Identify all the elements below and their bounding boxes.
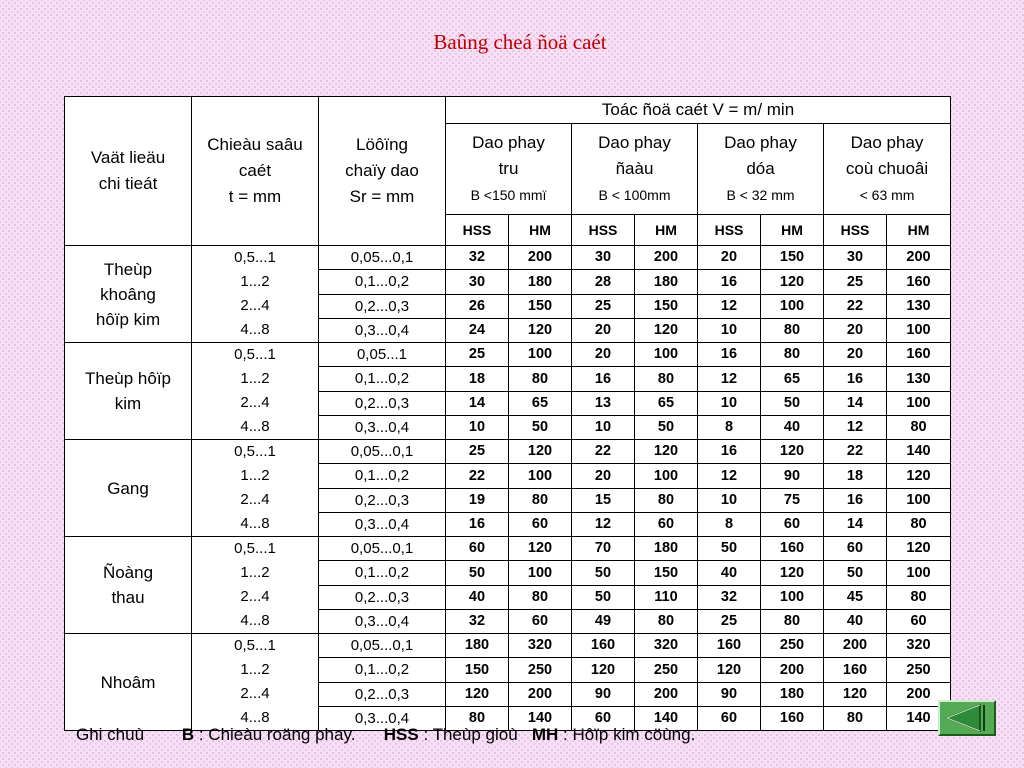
material-line: Theùp xyxy=(103,259,153,279)
subheader-cell: HSS xyxy=(572,215,635,246)
speed-value-cell: 22 xyxy=(446,464,509,488)
speed-value-cell: 180 xyxy=(635,270,698,294)
speed-value-cell: 12 xyxy=(698,294,761,318)
speed-value-cell: 60 xyxy=(509,512,572,536)
speed-value-cell: 14 xyxy=(446,391,509,415)
material-cell xyxy=(65,246,192,343)
subheader-cell: HSS xyxy=(446,215,509,246)
table-body xyxy=(65,97,951,731)
speed-value-cell: 90 xyxy=(698,682,761,706)
cutting-regime-table xyxy=(64,96,951,731)
speed-value-cell: 120 xyxy=(824,682,887,706)
speed-value-cell: 120 xyxy=(446,682,509,706)
speed-value-cell: 160 xyxy=(698,634,761,658)
speed-value-cell: 20 xyxy=(572,343,635,367)
header-feed-line: Sr = mm xyxy=(349,187,415,206)
depth-cell xyxy=(192,537,319,634)
depth-value: 4...8 xyxy=(240,709,270,726)
speed-value-cell: 60 xyxy=(572,706,635,730)
speed-value-cell: 60 xyxy=(698,706,761,730)
speed-value-cell: 12 xyxy=(572,512,635,536)
header-feed-line: Löôïng xyxy=(356,135,408,154)
speed-value-cell: 160 xyxy=(887,270,951,294)
speed-value-cell: 150 xyxy=(635,561,698,585)
header-depth-line: Chieàu saâu xyxy=(207,135,303,154)
feed-cell: 0,05...0,1 xyxy=(319,246,446,270)
speed-value-cell: 200 xyxy=(509,682,572,706)
feed-cell: 0,2...0,3 xyxy=(319,585,446,609)
header-feed xyxy=(319,97,446,246)
speed-value-cell: 22 xyxy=(572,440,635,464)
page-title: Baûng cheá ñoä caét xyxy=(433,30,607,54)
speed-value-cell: 140 xyxy=(509,706,572,730)
depth-value: 2...4 xyxy=(240,685,270,702)
depth-cell xyxy=(192,246,319,343)
speed-value-cell: 60 xyxy=(509,609,572,633)
speed-value-cell: 180 xyxy=(446,634,509,658)
depth-value: 0,5...1 xyxy=(234,443,276,460)
speed-value-cell: 16 xyxy=(698,440,761,464)
footnote xyxy=(76,725,695,745)
feed-cell: 0,2...0,3 xyxy=(319,391,446,415)
speed-value-cell: 18 xyxy=(446,367,509,391)
header-tool-face xyxy=(572,124,698,215)
speed-value-cell: 18 xyxy=(824,464,887,488)
speed-value-cell: 120 xyxy=(761,270,824,294)
speed-value-cell: 50 xyxy=(509,415,572,439)
speed-value-cell: 14 xyxy=(824,391,887,415)
subheader-cell: HSS xyxy=(824,215,887,246)
speed-value-cell: 90 xyxy=(761,464,824,488)
feed-cell: 0,05...0,1 xyxy=(319,440,446,464)
speed-value-cell: 80 xyxy=(761,609,824,633)
speed-value-cell: 150 xyxy=(509,294,572,318)
speed-value-cell: 200 xyxy=(635,682,698,706)
speed-value-cell: 16 xyxy=(572,367,635,391)
footnote-hss-text: : Theùp gioù xyxy=(418,725,518,744)
depth-value: 1...2 xyxy=(240,370,270,387)
feed-cell: 0,05...1 xyxy=(319,343,446,367)
subheader-cell: HSS xyxy=(698,215,761,246)
speed-value-cell: 200 xyxy=(509,246,572,270)
speed-value-cell: 20 xyxy=(698,246,761,270)
speed-value-cell: 80 xyxy=(635,488,698,512)
speed-value-cell: 65 xyxy=(509,391,572,415)
speed-value-cell: 80 xyxy=(887,512,951,536)
previous-slide-button[interactable] xyxy=(938,700,996,736)
speed-value-cell: 60 xyxy=(635,512,698,536)
speed-value-cell: 100 xyxy=(761,294,824,318)
depth-value: 2...4 xyxy=(240,588,270,605)
feed-cell: 0,1...0,2 xyxy=(319,367,446,391)
speed-value-cell: 25 xyxy=(698,609,761,633)
table-row xyxy=(65,634,951,658)
tool-line: coù chuoâi xyxy=(845,159,929,178)
speed-value-cell: 200 xyxy=(761,658,824,682)
depth-value: 2...4 xyxy=(240,491,270,508)
tool-note: < 63 mm xyxy=(859,187,915,203)
speed-value-cell: 16 xyxy=(698,270,761,294)
header-tool-cylindrical xyxy=(446,124,572,215)
material-cell xyxy=(65,343,192,440)
speed-value-cell: 10 xyxy=(698,318,761,342)
speed-value-cell: 160 xyxy=(572,634,635,658)
speed-value-cell: 20 xyxy=(824,343,887,367)
speed-value-cell: 150 xyxy=(761,246,824,270)
feed-cell: 0,1...0,2 xyxy=(319,464,446,488)
feed-cell: 0,1...0,2 xyxy=(319,270,446,294)
feed-cell: 0,05...0,1 xyxy=(319,634,446,658)
depth-value: 0,5...1 xyxy=(234,637,276,654)
tool-line: Dao phay xyxy=(598,133,671,152)
speed-value-cell: 100 xyxy=(887,561,951,585)
speed-value-cell: 22 xyxy=(824,440,887,464)
feed-cell: 0,2...0,3 xyxy=(319,682,446,706)
speed-value-cell: 120 xyxy=(635,318,698,342)
depth-value: 0,5...1 xyxy=(234,249,276,266)
speed-value-cell: 140 xyxy=(887,706,951,730)
feed-cell: 0,2...0,3 xyxy=(319,294,446,318)
speed-value-cell: 32 xyxy=(446,609,509,633)
speed-value-cell: 250 xyxy=(761,634,824,658)
material-line: hôïp kim xyxy=(95,309,161,329)
speed-value-cell: 10 xyxy=(698,391,761,415)
speed-value-cell: 12 xyxy=(698,464,761,488)
speed-value-cell: 30 xyxy=(572,246,635,270)
table-row xyxy=(65,440,951,464)
speed-value-cell: 15 xyxy=(572,488,635,512)
speed-value-cell: 16 xyxy=(446,512,509,536)
header-depth-line: t = mm xyxy=(228,187,282,206)
speed-value-cell: 320 xyxy=(509,634,572,658)
speed-value-cell: 40 xyxy=(446,585,509,609)
speed-value-cell: 50 xyxy=(572,585,635,609)
subheader-cell: HM xyxy=(887,215,951,246)
material-line: Gang xyxy=(107,478,149,498)
speed-value-cell: 130 xyxy=(887,294,951,318)
table-row xyxy=(65,246,951,270)
speed-value-cell: 60 xyxy=(446,537,509,561)
footnote-b-text: : Chieàu roäng phay. xyxy=(194,725,356,744)
speed-value-cell: 24 xyxy=(446,318,509,342)
speed-value-cell: 80 xyxy=(761,318,824,342)
footnote-prefix: Ghi chuù xyxy=(76,725,145,744)
depth-value: 4...8 xyxy=(240,321,270,338)
speed-value-cell: 60 xyxy=(761,512,824,536)
header-tool-disc xyxy=(698,124,824,215)
speed-value-cell: 200 xyxy=(887,682,951,706)
speed-value-cell: 10 xyxy=(698,488,761,512)
speed-value-cell: 120 xyxy=(509,440,572,464)
speed-value-cell: 100 xyxy=(635,343,698,367)
speed-value-cell: 90 xyxy=(572,682,635,706)
depth-cell xyxy=(192,634,319,731)
speed-value-cell: 13 xyxy=(572,391,635,415)
depth-value: 4...8 xyxy=(240,515,270,532)
speed-value-cell: 12 xyxy=(824,415,887,439)
speed-value-cell: 150 xyxy=(446,658,509,682)
speed-value-cell: 100 xyxy=(509,561,572,585)
speed-value-cell: 65 xyxy=(761,367,824,391)
speed-value-cell: 65 xyxy=(635,391,698,415)
depth-value: 2...4 xyxy=(240,297,270,314)
speed-value-cell: 25 xyxy=(446,440,509,464)
speed-value-cell: 100 xyxy=(635,464,698,488)
speed-value-cell: 100 xyxy=(887,318,951,342)
speed-value-cell: 200 xyxy=(635,246,698,270)
footnote-hss-key: HSS xyxy=(383,725,419,744)
speed-value-cell: 160 xyxy=(824,658,887,682)
feed-cell: 0,3...0,4 xyxy=(319,512,446,536)
material-line: Nhoâm xyxy=(100,672,156,692)
speed-value-cell: 100 xyxy=(509,464,572,488)
speed-value-cell: 50 xyxy=(572,561,635,585)
speed-value-cell: 8 xyxy=(698,415,761,439)
material-line: khoâng xyxy=(100,284,156,304)
speed-value-cell: 250 xyxy=(509,658,572,682)
speed-value-cell: 120 xyxy=(509,318,572,342)
speed-value-cell: 19 xyxy=(446,488,509,512)
depth-value: 1...2 xyxy=(240,467,270,484)
speed-value-cell: 50 xyxy=(635,415,698,439)
speed-value-cell: 120 xyxy=(698,658,761,682)
speed-value-cell: 75 xyxy=(761,488,824,512)
footnote-b-key: B xyxy=(181,725,195,744)
material-line: thau xyxy=(111,588,145,607)
speed-value-cell: 32 xyxy=(446,246,509,270)
feed-cell: 0,3...0,4 xyxy=(319,609,446,633)
material-cell xyxy=(65,634,192,731)
speed-value-cell: 120 xyxy=(761,561,824,585)
table-row xyxy=(65,537,951,561)
speed-value-cell: 40 xyxy=(824,609,887,633)
depth-value: 1...2 xyxy=(240,273,270,290)
speed-value-cell: 60 xyxy=(824,537,887,561)
speed-value-cell: 80 xyxy=(509,367,572,391)
material-line: kim xyxy=(114,394,142,413)
speed-value-cell: 20 xyxy=(824,318,887,342)
tool-note: B < 100mm xyxy=(598,187,671,203)
speed-value-cell: 25 xyxy=(446,343,509,367)
tool-line: tru xyxy=(498,159,519,178)
header-feed-line: chaïy dao xyxy=(345,161,419,180)
header-material-line: Vaät lieäu xyxy=(90,148,166,167)
speed-value-cell: 22 xyxy=(824,294,887,318)
speed-value-cell: 60 xyxy=(887,609,951,633)
depth-value: 4...8 xyxy=(240,418,270,435)
speed-value-cell: 120 xyxy=(572,658,635,682)
tool-line: Dao phay xyxy=(850,133,924,152)
speed-value-cell: 80 xyxy=(887,585,951,609)
feed-cell: 0,3...0,4 xyxy=(319,415,446,439)
header-speed: Toác ñoä caét V = m/ min xyxy=(446,97,951,124)
table-row xyxy=(65,343,951,367)
speed-value-cell: 10 xyxy=(572,415,635,439)
speed-value-cell: 100 xyxy=(761,585,824,609)
speed-value-cell: 20 xyxy=(572,464,635,488)
speed-value-cell: 80 xyxy=(824,706,887,730)
speed-value-cell: 200 xyxy=(824,634,887,658)
speed-value-cell: 120 xyxy=(509,537,572,561)
tool-note: B <150 mmï xyxy=(470,187,547,203)
speed-value-cell: 28 xyxy=(572,270,635,294)
speed-value-cell: 8 xyxy=(698,512,761,536)
speed-value-cell: 100 xyxy=(509,343,572,367)
speed-value-cell: 250 xyxy=(635,658,698,682)
speed-value-cell: 50 xyxy=(698,537,761,561)
depth-value: 2...4 xyxy=(240,394,270,411)
speed-value-cell: 200 xyxy=(887,246,951,270)
speed-value-cell: 32 xyxy=(698,585,761,609)
speed-value-cell: 30 xyxy=(824,246,887,270)
speed-value-cell: 80 xyxy=(446,706,509,730)
speed-value-cell: 100 xyxy=(887,391,951,415)
speed-value-cell: 180 xyxy=(761,682,824,706)
speed-value-cell: 80 xyxy=(509,488,572,512)
subheader-cell: HM xyxy=(509,215,572,246)
speed-value-cell: 180 xyxy=(635,537,698,561)
feed-cell: 0,3...0,4 xyxy=(319,318,446,342)
footnote-mh-key: MH xyxy=(531,725,559,744)
tool-note: B < 32 mm xyxy=(726,187,795,203)
speed-value-cell: 140 xyxy=(887,440,951,464)
tool-line: Dao phay xyxy=(472,133,545,152)
tool-line: dóa xyxy=(746,159,775,178)
speed-value-cell: 250 xyxy=(887,658,951,682)
feed-cell: 0,05...0,1 xyxy=(319,537,446,561)
depth-cell xyxy=(192,343,319,440)
speed-value-cell: 160 xyxy=(887,343,951,367)
speed-value-cell: 16 xyxy=(824,488,887,512)
subheader-cell: HM xyxy=(635,215,698,246)
header-depth xyxy=(192,97,319,246)
speed-value-cell: 80 xyxy=(635,367,698,391)
speed-value-cell: 16 xyxy=(824,367,887,391)
depth-value: 4...8 xyxy=(240,612,270,629)
speed-value-cell: 120 xyxy=(887,464,951,488)
speed-value-cell: 50 xyxy=(761,391,824,415)
speed-value-cell: 80 xyxy=(761,343,824,367)
depth-cell xyxy=(192,440,319,537)
speed-value-cell: 50 xyxy=(824,561,887,585)
feed-cell: 0,1...0,2 xyxy=(319,658,446,682)
speed-value-cell: 30 xyxy=(446,270,509,294)
feed-cell: 0,2...0,3 xyxy=(319,488,446,512)
speed-value-cell: 120 xyxy=(761,440,824,464)
speed-value-cell: 45 xyxy=(824,585,887,609)
subheader-cell: HM xyxy=(761,215,824,246)
speed-value-cell: 80 xyxy=(509,585,572,609)
header-material-line: chi tieát xyxy=(98,174,158,193)
speed-value-cell: 70 xyxy=(572,537,635,561)
depth-value: 0,5...1 xyxy=(234,540,276,557)
speed-value-cell: 26 xyxy=(446,294,509,318)
speed-value-cell: 25 xyxy=(572,294,635,318)
header-tool-endmill xyxy=(824,124,951,215)
speed-value-cell: 130 xyxy=(887,367,951,391)
speed-value-cell: 16 xyxy=(698,343,761,367)
speed-value-cell: 120 xyxy=(887,537,951,561)
depth-value: 1...2 xyxy=(240,564,270,581)
depth-value: 1...2 xyxy=(240,661,270,678)
speed-value-cell: 160 xyxy=(761,537,824,561)
depth-value: 0,5...1 xyxy=(234,346,276,363)
tool-line: ñaàu xyxy=(615,159,654,178)
speed-value-cell: 40 xyxy=(698,561,761,585)
speed-value-cell: 180 xyxy=(509,270,572,294)
material-line: Theùp hôïp xyxy=(84,369,171,388)
header-depth-line: caét xyxy=(238,161,272,180)
speed-value-cell: 10 xyxy=(446,415,509,439)
speed-value-cell: 150 xyxy=(635,294,698,318)
speed-value-cell: 100 xyxy=(887,488,951,512)
speed-value-cell: 140 xyxy=(635,706,698,730)
speed-value-cell: 25 xyxy=(824,270,887,294)
speed-value-cell: 120 xyxy=(635,440,698,464)
speed-value-cell: 320 xyxy=(887,634,951,658)
tool-line: Dao phay xyxy=(724,133,797,152)
speed-value-cell: 110 xyxy=(635,585,698,609)
material-line: Ñoàng xyxy=(102,563,154,582)
speed-value-cell: 14 xyxy=(824,512,887,536)
speed-value-cell: 20 xyxy=(572,318,635,342)
material-cell xyxy=(65,537,192,634)
speed-value-cell: 50 xyxy=(446,561,509,585)
header-material xyxy=(65,97,192,246)
speed-value-cell: 160 xyxy=(761,706,824,730)
speed-value-cell: 320 xyxy=(635,634,698,658)
feed-cell: 0,3...0,4 xyxy=(319,706,446,730)
footnote-mh-text: : Hôïp kim cöùng. xyxy=(558,725,696,744)
speed-value-cell: 40 xyxy=(761,415,824,439)
speed-value-cell: 12 xyxy=(698,367,761,391)
previous-slide-icon xyxy=(940,702,994,734)
speed-value-cell: 49 xyxy=(572,609,635,633)
feed-cell: 0,1...0,2 xyxy=(319,561,446,585)
material-cell xyxy=(65,440,192,537)
speed-value-cell: 80 xyxy=(887,415,951,439)
speed-value-cell: 80 xyxy=(635,609,698,633)
